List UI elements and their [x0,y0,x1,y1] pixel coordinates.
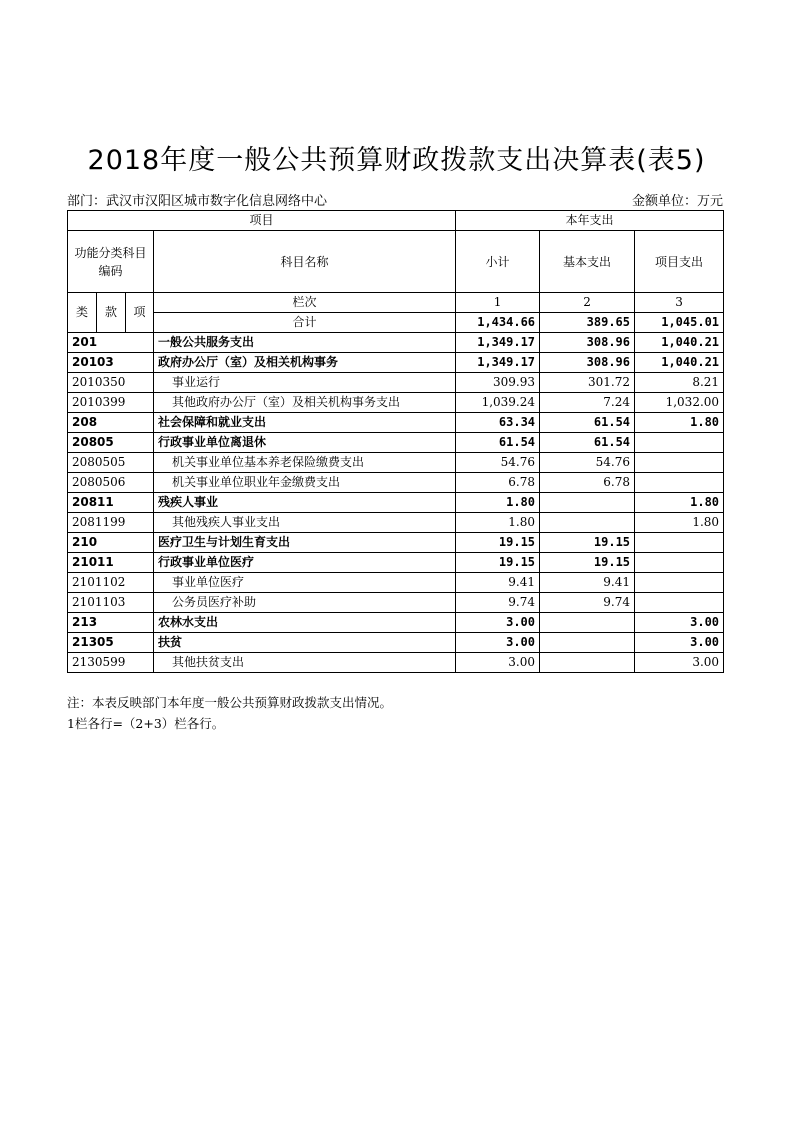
row-basic: 61.54 [540,413,635,433]
row-subject-name: 扶贫 [154,633,456,653]
notes [67,692,392,734]
row-subtotal: 6.78 [456,473,540,493]
table-row [68,473,724,493]
row-subtotal: 1.80 [456,513,540,533]
row-project [635,593,724,613]
row-subtotal: 309.93 [456,373,540,393]
row-subtotal: 1,349.17 [456,333,540,353]
row-basic: 308.96 [540,353,635,373]
row-subtotal: 9.41 [456,573,540,593]
row-subject-name: 社会保障和就业支出 [154,413,456,433]
row-subject-name: 机关事业单位职业年金缴费支出 [154,473,456,493]
row-project: 3.00 [635,633,724,653]
row-project [635,473,724,493]
unit-label: 金额单位：万元 [631,194,723,209]
row-basic: 308.96 [540,333,635,353]
row-basic [540,653,635,673]
row-subject-name: 其他残疾人事业支出 [154,513,456,533]
row-project: 1.80 [635,413,724,433]
page-title: 2018年度一般公共预算财政拨款支出决算表(表5) [87,145,706,176]
row-code: 2081199 [68,513,154,533]
row-subtotal: 3.00 [456,653,540,673]
row-code: 2101103 [68,593,154,613]
note-line: 1栏各行=（2+3）栏各行。 [67,716,225,731]
total-basic: 389.65 [540,313,635,333]
row-code: 210 [68,533,154,553]
row-code: 213 [68,613,154,633]
meta-line [67,190,723,209]
row-code: 2101102 [68,573,154,593]
header-col3: 3 [635,293,724,313]
row-code: 21011 [68,553,154,573]
total-project: 1,045.01 [635,313,724,333]
total-label: 合计 [154,313,456,333]
row-basic: 9.74 [540,593,635,613]
table-row [68,553,724,573]
department-label: 部门：武汉市汉阳区城市数字化信息网络中心 [67,194,328,209]
row-project [635,533,724,553]
table-row [68,593,724,613]
row-basic: 54.76 [540,453,635,473]
row-subject-name: 事业运行 [154,373,456,393]
row-subtotal: 9.74 [456,593,540,613]
row-basic: 61.54 [540,433,635,453]
row-basic: 19.15 [540,533,635,553]
row-subtotal: 1,349.17 [456,353,540,373]
header-project: 项目 [68,211,456,231]
header-kuan: 款 [97,293,126,333]
table-row [68,653,724,673]
table-row [68,353,724,373]
row-basic [540,493,635,513]
row-project: 1.80 [635,493,724,513]
header-col1: 1 [456,293,540,313]
row-basic: 19.15 [540,553,635,573]
row-subtotal: 19.15 [456,533,540,553]
table-row [68,513,724,533]
table-row [68,333,724,353]
row-code: 20103 [68,353,154,373]
row-basic: 6.78 [540,473,635,493]
table-row [68,413,724,433]
row-subject-name: 其他扶贫支出 [154,653,456,673]
row-project: 1,032.00 [635,393,724,413]
row-project: 3.00 [635,613,724,633]
header-current-year: 本年支出 [456,211,724,231]
table-row [68,533,724,553]
expenditure-table [67,210,724,673]
row-basic [540,613,635,633]
row-project: 8.21 [635,373,724,393]
row-basic: 9.41 [540,573,635,593]
row-basic [540,513,635,533]
header-lei: 类 [68,293,97,333]
header-basic: 基本支出 [540,231,635,293]
header-subtotal: 小计 [456,231,540,293]
row-code: 2010399 [68,393,154,413]
row-code: 2080505 [68,453,154,473]
row-subject-name: 公务员医疗补助 [154,593,456,613]
row-project [635,553,724,573]
row-subject-name: 行政事业单位医疗 [154,553,456,573]
row-code: 2080506 [68,473,154,493]
row-code: 208 [68,413,154,433]
header-project-exp: 项目支出 [635,231,724,293]
table-row [68,573,724,593]
row-code: 2130599 [68,653,154,673]
row-subtotal: 19.15 [456,553,540,573]
row-subject-name: 一般公共服务支出 [154,333,456,353]
row-code: 2010350 [68,373,154,393]
total-subtotal: 1,434.66 [456,313,540,333]
row-subject-name: 医疗卫生与计划生育支出 [154,533,456,553]
header-col2: 2 [540,293,635,313]
row-code: 21305 [68,633,154,653]
row-project: 1,040.21 [635,333,724,353]
row-subject-name: 其他政府办公厅（室）及相关机构事务支出 [154,393,456,413]
row-project: 3.00 [635,653,724,673]
header-func-code: 功能分类科目编码 [68,231,154,293]
row-subtotal: 1,039.24 [456,393,540,413]
row-basic [540,633,635,653]
table-row [68,373,724,393]
row-subject-name: 事业单位医疗 [154,573,456,593]
table-row [68,493,724,513]
row-basic: 7.24 [540,393,635,413]
row-project [635,453,724,473]
row-code: 201 [68,333,154,353]
row-project [635,573,724,593]
table-row [68,453,724,473]
row-basic: 301.72 [540,373,635,393]
row-subtotal: 63.34 [456,413,540,433]
row-code: 20805 [68,433,154,453]
row-subtotal: 3.00 [456,613,540,633]
row-project: 1.80 [635,513,724,533]
row-code: 20811 [68,493,154,513]
row-project: 1,040.21 [635,353,724,373]
header-xiang: 项 [126,293,154,333]
row-subtotal: 54.76 [456,453,540,473]
row-subtotal: 3.00 [456,633,540,653]
row-subject-name: 政府办公厅（室）及相关机构事务 [154,353,456,373]
table-row [68,393,724,413]
note-line: 注：本表反映部门本年度一般公共预算财政拨款支出情况。 [67,695,393,710]
row-subtotal: 61.54 [456,433,540,453]
table-row [68,633,724,653]
table-row [68,613,724,633]
row-subject-name: 残疾人事业 [154,493,456,513]
row-subject-name: 行政事业单位离退休 [154,433,456,453]
row-subtotal: 1.80 [456,493,540,513]
row-subject-name: 机关事业单位基本养老保险缴费支出 [154,453,456,473]
row-subject-name: 农林水支出 [154,613,456,633]
table-row [68,433,724,453]
row-project [635,433,724,453]
header-subject-name: 科目名称 [154,231,456,293]
header-column-no: 栏次 [154,293,456,313]
